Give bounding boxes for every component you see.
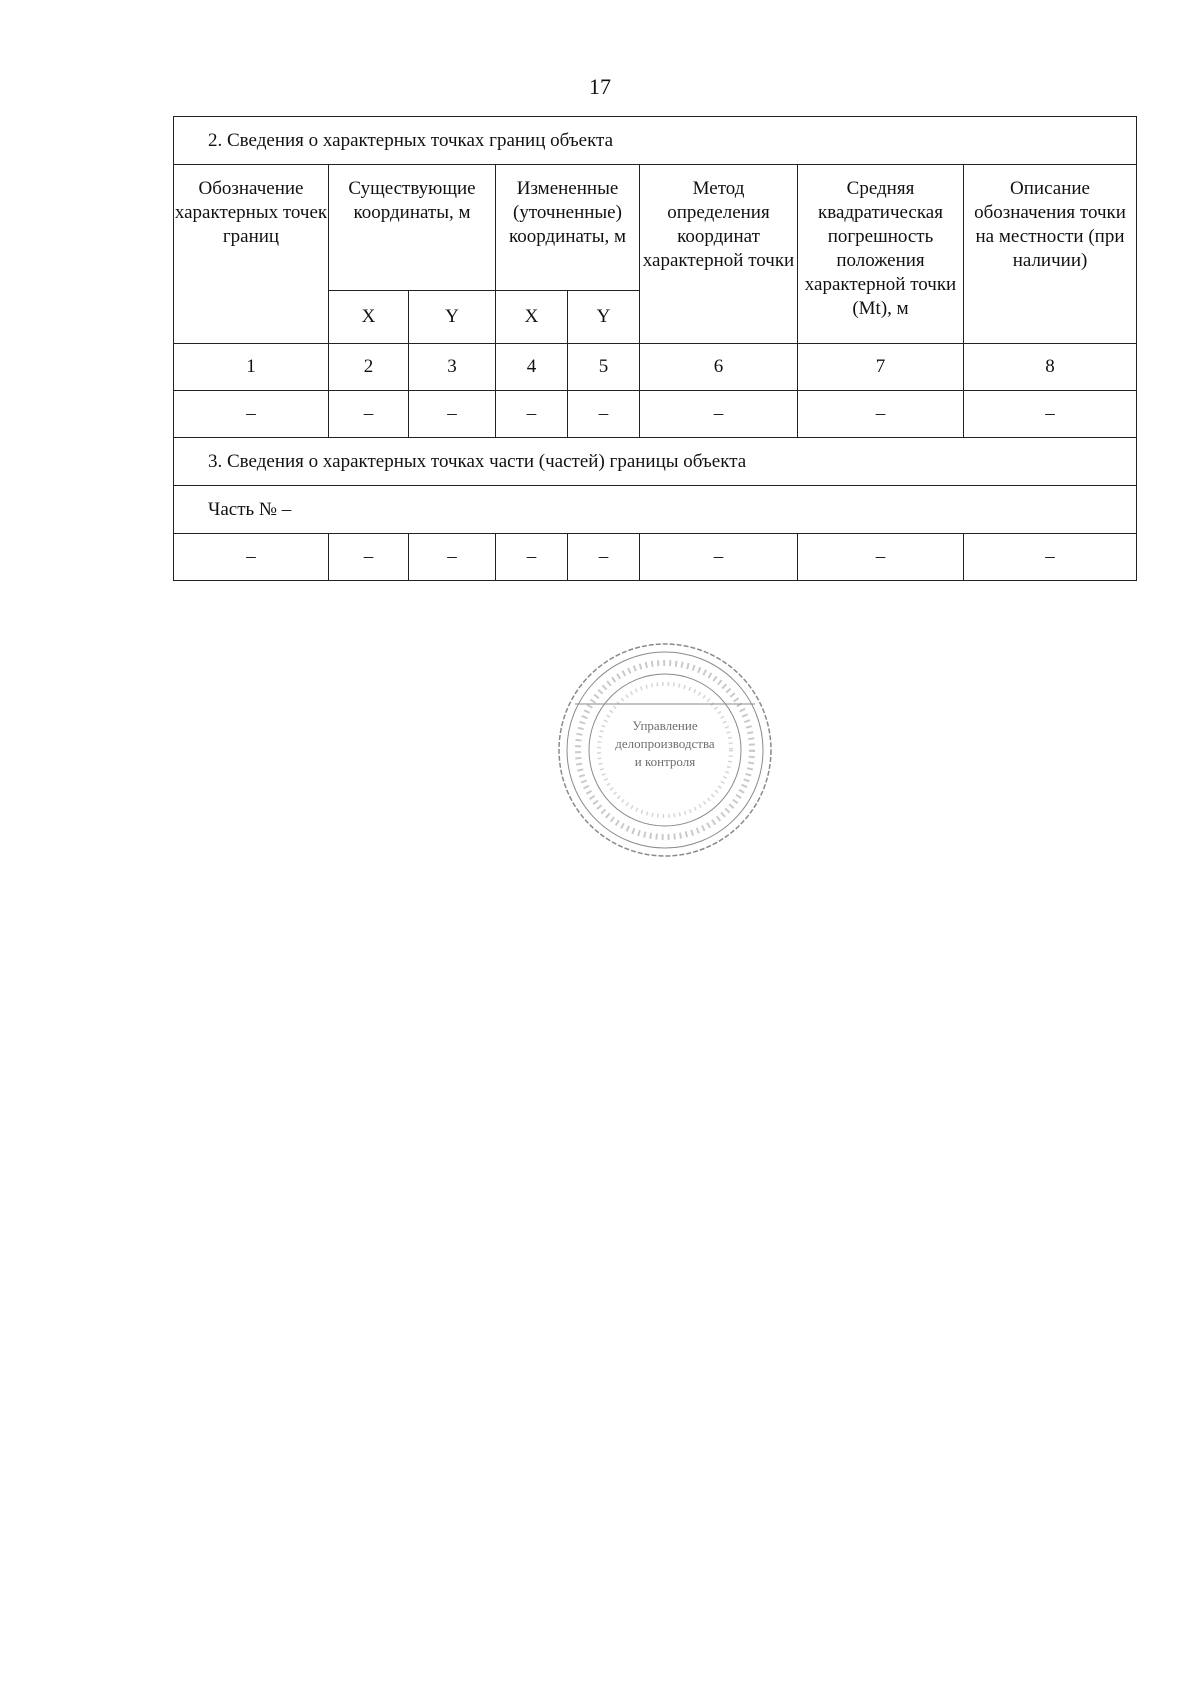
- table-cell: –: [640, 534, 798, 581]
- section-3-data-row: [174, 534, 1137, 581]
- column-number: 5: [568, 344, 640, 391]
- header-changed-x: X: [496, 291, 568, 344]
- column-number: 1: [174, 344, 329, 391]
- boundary-points-table: [173, 116, 1137, 581]
- part-label-row: [174, 486, 1137, 534]
- header-existing-x: X: [329, 291, 409, 344]
- stamp-text-line: и контроля: [634, 754, 696, 769]
- page-number: 17: [589, 74, 611, 99]
- header-existing-coordinates: Существующие координаты, м: [329, 165, 496, 291]
- column-number: 6: [640, 344, 798, 391]
- table-cell: –: [568, 391, 640, 438]
- table-cell: –: [409, 534, 496, 581]
- column-number: 2: [329, 344, 409, 391]
- table-cell: –: [174, 534, 329, 581]
- section-2-title-row: [174, 117, 1137, 165]
- header-designation: Обозначение характерных точек границ: [174, 165, 329, 344]
- stamp-text-line: Управление: [632, 718, 698, 733]
- section-3-title: 3. Сведения о характерных точках части (частей) границы объекта: [174, 438, 1137, 486]
- section-2-title: 2. Сведения о характерных точках границ объекта: [174, 117, 1137, 165]
- section-2-data-row: [174, 391, 1137, 438]
- table-cell: –: [174, 391, 329, 438]
- header-changed-y: Y: [568, 291, 640, 344]
- table-cell: –: [640, 391, 798, 438]
- header-row: [174, 165, 1137, 291]
- table-cell: –: [798, 391, 964, 438]
- header-mean-error: Средняя квадратическая погрешность положения характерной точки (Mt), м: [798, 165, 964, 344]
- table-cell: –: [496, 534, 568, 581]
- header-existing-y: Y: [409, 291, 496, 344]
- table-cell: –: [329, 391, 409, 438]
- table-cell: –: [496, 391, 568, 438]
- column-number: 4: [496, 344, 568, 391]
- table-cell: –: [964, 534, 1137, 581]
- table-cell: –: [798, 534, 964, 581]
- table-cell: –: [568, 534, 640, 581]
- column-number: 8: [964, 344, 1137, 391]
- header-changed-coordinates: Измененные (уточненные) координаты, м: [496, 165, 640, 291]
- part-label: Часть № –: [174, 486, 1137, 534]
- stamp-text-line: делопроизводства: [615, 736, 715, 751]
- column-number: 7: [798, 344, 964, 391]
- table-cell: –: [329, 534, 409, 581]
- official-seal-icon: [555, 640, 775, 860]
- table-cell: –: [409, 391, 496, 438]
- section-3-title-row: [174, 438, 1137, 486]
- column-number: 3: [409, 344, 496, 391]
- header-method: Метод определения координат характерной точки: [640, 165, 798, 344]
- column-numbers-row: [174, 344, 1137, 391]
- header-description: Описание обозначения точки на местности (при наличии): [964, 165, 1137, 344]
- table-cell: –: [964, 391, 1137, 438]
